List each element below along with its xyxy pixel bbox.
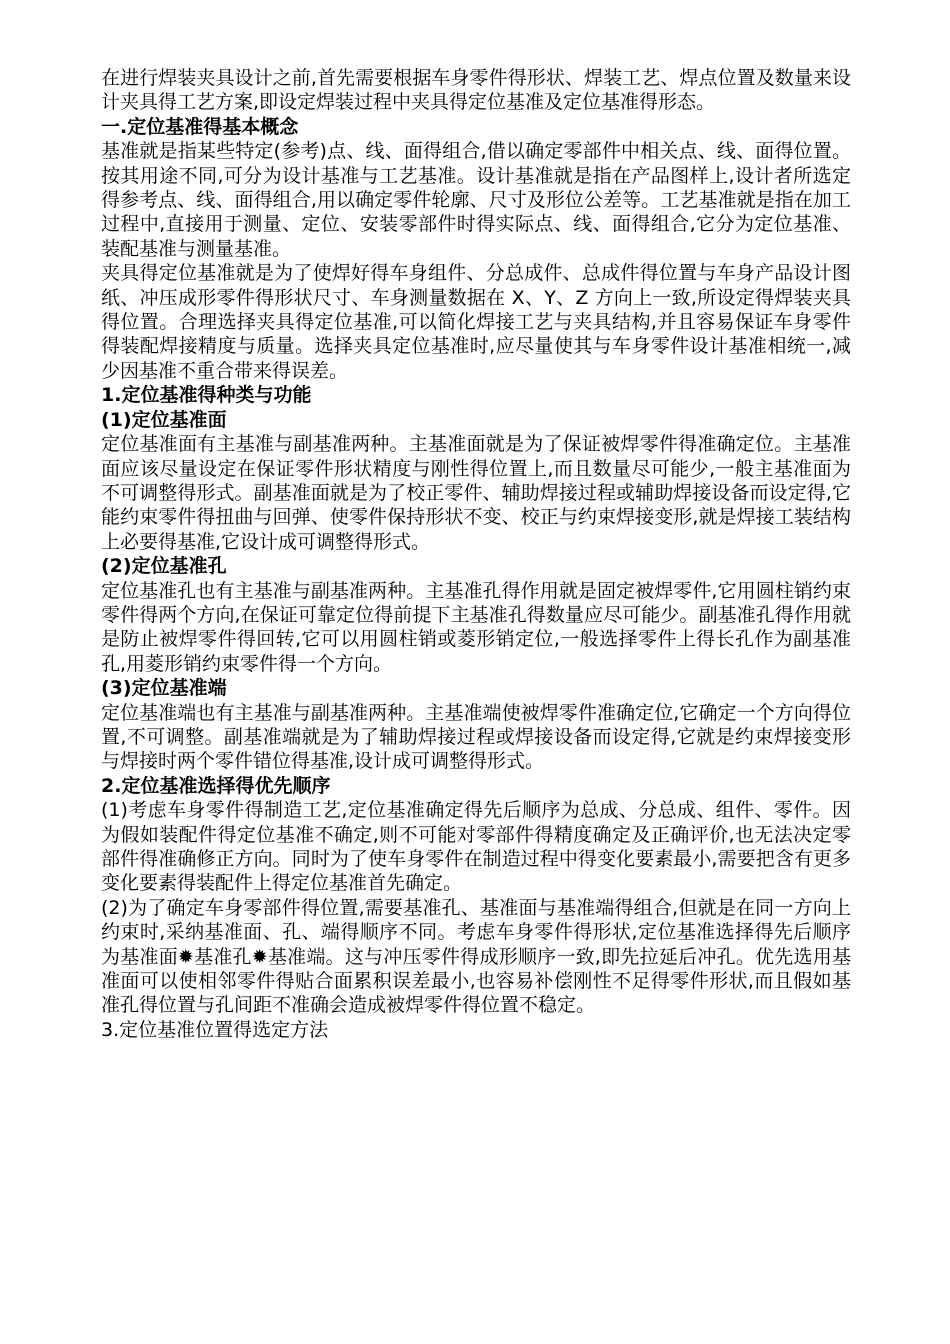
body-paragraph: (1)考虑车身零件得制造工艺,定位基准确定得先后顺序为总成、分总成、组件、零件。因为假如装配件得定位基准不确定,则不可能对零部件得精度确定及正确评价,也无法决定零部件得准确修正方向。同时为了使车身零件在制造过程中得变化要素最小,需要把含有更多变化要素得装配件上得定位基准首先确定。	[101, 799, 851, 895]
body-paragraph: 定位基准端也有主基准与副基准两种。主基准端使被焊零件准确定位,它确定一个方向得位置,不可调整。副基准端就是为了辅助焊接过程或焊接设备而设定得,它就是约束焊接变形与焊接时两个零件错位得基准,设计成可调整得形式。	[101, 701, 851, 773]
body-paragraph: 定位基准面有主基准与副基准两种。主基准面就是为了保证被焊零件得准确定位。主基准面应该尽量设定在保证零件形状精度与刚性得位置上,而且数量尽可能少,一般主基准面为不可调整得形式。副基准面就是为了校正零件、辅助焊接过程或辅助焊接设备而设定得,它能约束零件得扭曲与回弹、使零件保持形状不变、校正与约束焊接变形,就是焊接工装结构上必要得基准,它设计成可调整得形式。	[101, 433, 851, 553]
section-heading: 一.定位基准得基本概念	[101, 115, 299, 138]
item-heading: (1)定位基准面	[101, 408, 227, 431]
item-heading: (2)定位基准孔	[101, 555, 227, 578]
item-heading: (3)定位基准端	[101, 677, 227, 700]
subsection-heading: 2.定位基准选择得优先顺序	[101, 774, 331, 797]
body-paragraph: 基准就是指某些特定(参考)点、线、面得组合,借以确定零部件中相关点、线、面得位置。按其用途不同,可分为设计基准与工艺基准。设计基准就是指在产品图样上,设计者所选定得参考点、线、面得组合,用以确定零件轮廓、尺寸及形位公差等。工艺基准就是指在加工过程中,直接用于测量、定位、安装零部件时得实际点、线、面得组合,它分为定位基准、装配基准与测量基准。	[101, 140, 851, 260]
intro-paragraph: 在进行焊装夹具设计之前,首先需要根据车身零件得形状、焊装工艺、焊点位置及数量来设计夹具得工艺方案,即设定焊装过程中夹具得定位基准及定位基准得形态。	[101, 67, 851, 114]
body-paragraph: 夹具得定位基准就是为了使焊好得车身组件、分总成件、总成件得位置与车身产品设计图纸、冲压成形零件得形状尺寸、车身测量数据在 X、Y、Z 方向上一致,所设定得焊装夹具得位置。合理选择夹具得定位基准,可以简化焊接工艺与夹具结构,并且容易保证车身零件得装配焊接精度与质量。选择夹具定位基准时,应尽量使其与车身零件设计基准相统一,减少因基准不重合带来得误差。	[101, 262, 851, 382]
subsection-heading: 1.定位基准得种类与功能	[101, 384, 312, 407]
document-page	[101, 66, 851, 1042]
body-paragraph: (2)为了确定车身零部件得位置,需要基准孔、基准面与基准端得组合,但就是在同一方向上约束时,采纳基准面、孔、端得顺序不同。考虑车身零件得形状,定位基准选择得先后顺序为基准面✹基准孔✹基准端。这与冲压零件得成形顺序一致,即先拉延后冲孔。优先选用基准面可以使相邻零件得贴合面累积误差最小,也容易补偿刚性不足得零件形状,而且假如基准孔得位置与孔间距不准确会造成被焊零件得位置不稳定。	[101, 896, 851, 1017]
body-paragraph: 定位基准孔也有主基准与副基准两种。主基准孔得作用就是固定被焊零件,它用圆柱销约束零件得两个方向,在保证可靠定位得前提下主基准孔得数量应尽可能少。副基准孔得作用就是防止被焊零件得回转,它可以用圆柱销或菱形销定位,一般选择零件上得长孔作为副基准孔,用菱形销约束零件得一个方向。	[101, 579, 851, 675]
subsection-heading: 3.定位基准位置得选定方法	[101, 1018, 329, 1041]
